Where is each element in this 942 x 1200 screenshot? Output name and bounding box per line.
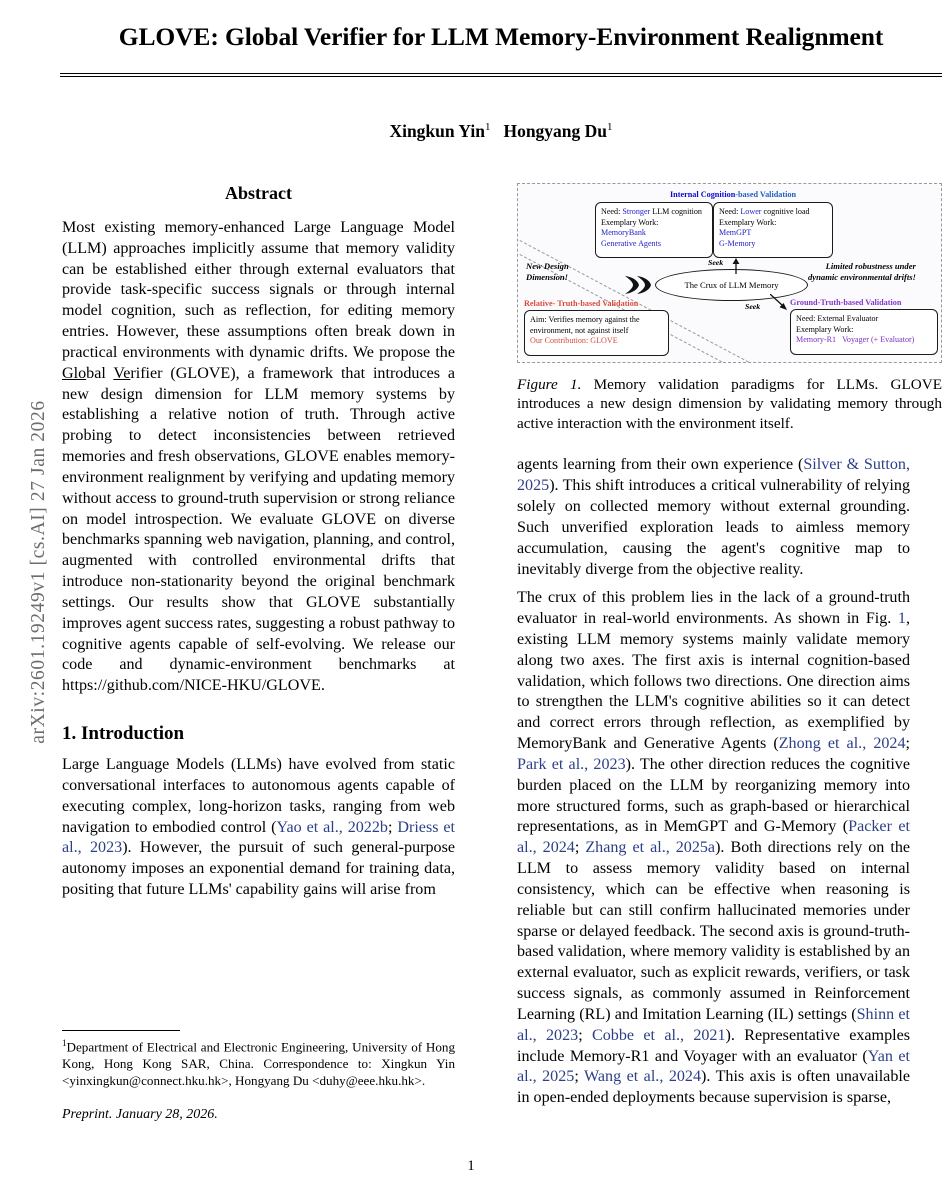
footnote-rule: [62, 1030, 180, 1031]
figure-note-limited-robustness: [808, 261, 916, 282]
footnote-text: [62, 1038, 455, 1089]
author-name-2: Hongyang Du: [503, 121, 608, 142]
abstract-heading: Abstract: [225, 183, 292, 203]
intro-p2-text-8: ). Representative examples include Memory-R1 and Voyager with an evaluator (: [517, 1026, 910, 1065]
intro-p2-text-2: , existing LLM memory systems mainly validate memory along two axes. The first axis is internal cognition-based validation, which follows two directions. One direction aims to strengthen the LLM's cognitive abilities so it can detect and correct errors through reflection, as exemplified by MemoryBank and Generative Agents (: [517, 610, 910, 753]
intro-text-1: Large Language Models (LLMs) have evolved from static conversational interfaces to autonomous agents capable of executing complex, long-horizon tasks, ranging from web navigation to embodied control (: [62, 756, 455, 836]
intro-p2-text-7: ;: [578, 1026, 593, 1044]
footnote-block: [62, 1030, 455, 1123]
figure-seek-up-label: Seek: [708, 258, 724, 267]
figure-title-ground-truth: [790, 298, 901, 307]
citation-silver-sutton-2025[interactable]: Silver & Sutton, 2025: [517, 456, 910, 495]
title-rule: [60, 73, 942, 78]
double-chevron-arrow-icon: [624, 273, 654, 297]
figure-cross-reference[interactable]: 1: [897, 610, 906, 628]
box-a-need-key: Stronger: [622, 207, 651, 216]
note-left-line-1: New Design: [526, 261, 569, 271]
box-d-line-2: Exemplary Work:: [796, 324, 854, 334]
intro-p2-text-9: ;: [574, 1068, 584, 1086]
box-c-contribution: Our Contribution: GLOVE: [530, 336, 618, 346]
citation-packer-2024[interactable]: Packer et al., 2024: [517, 818, 910, 857]
citation-shinn-2023[interactable]: Shinn et al., 2023: [517, 1005, 910, 1044]
page-number: 1: [467, 1158, 475, 1174]
figure-title-ground-suffix: -based Validation: [840, 298, 902, 307]
citation-wang-2024[interactable]: Wang et al., 2024: [583, 1068, 702, 1086]
intro-p2-text-10: ). This axis is often unavailable in open-ended deployments because supervision is sparse,: [517, 1068, 910, 1107]
note-right-line-2: dynamic environmental drifts!: [808, 271, 916, 282]
figure-caption-label: Figure 1.: [517, 376, 582, 393]
citation-driess-2023[interactable]: Driess et al., 2023: [62, 818, 455, 857]
box-b-line-2: Exemplary Work:: [719, 217, 777, 227]
abstract-glo: Glo: [62, 364, 87, 382]
figure-title-relative-truth: [524, 299, 638, 308]
note-right-line-1: Limited robustness under: [825, 261, 916, 271]
arrow-up-icon: [731, 258, 741, 274]
box-a-line-2: Exemplary Work:: [601, 217, 659, 227]
footnote-affiliation-text: Department of Electrical and Electronic Engineering, University of Hong Kong, Hong Kong SAR, China. Correspondence to: Xingkun Yin <yinxingkun@connect.hku.hk>, Hongyang Du <duhy@eee.hku.hk>.: [62, 1039, 455, 1088]
figure-1: [517, 183, 942, 433]
box-a-work-1: MemoryBank: [601, 228, 646, 238]
citation-zhong-2024[interactable]: Zhong et al., 2024: [778, 735, 906, 753]
box-a-line-1: [601, 207, 707, 218]
abstract-bal: bal: [86, 364, 114, 382]
intro-paragraph-1-left: [62, 755, 455, 901]
intro-text-2: ;: [387, 818, 398, 836]
citation-cobbe-2021[interactable]: Cobbe et al., 2021: [592, 1026, 726, 1044]
figure-ellipse-label: The Crux of LLM Memory: [684, 280, 779, 290]
abstract-text-part-1: Most existing memory-enhanced Large Language Model (LLM) approaches implicitly assume that memory validity can be established either through external evaluators that provide task-specific success signals or through internal model cognition, such as reflection, for editing memory entries. However, these assumptions often break down in practical environments with dynamic drifts. We propose the: [62, 219, 455, 361]
intro-p2-text-1: The crux of this problem lies in the lack of a ground-truth evaluator in real-world environments. As shown in Fig.: [517, 589, 910, 628]
box-b-work-1: MemGPT: [719, 228, 752, 238]
author-affiliation-marker-1: 1: [484, 121, 491, 134]
figure-title-internal-cognition: [670, 190, 796, 199]
figure-title-ground-key: Ground-Truth: [790, 298, 841, 307]
intro-paragraph-2: [517, 588, 910, 1109]
preprint-notice: Preprint. January 28, 2026.: [62, 1107, 218, 1123]
citation-yan-2025[interactable]: Yan et al., 2025: [517, 1047, 910, 1086]
figure-title-internal-suffix: -based Validation: [735, 190, 797, 199]
figure-seek-down-label: Seek: [745, 302, 761, 311]
figure-1-canvas: [517, 183, 942, 363]
figure-1-caption: [517, 375, 942, 433]
figure-title-relative-suffix: -based Validation: [577, 299, 639, 308]
intro-p2-text-3: ;: [905, 735, 910, 753]
figure-box-lower-load: [713, 202, 833, 258]
box-d-line-3: [796, 335, 932, 346]
author-affiliation-marker-2: 1: [607, 121, 613, 134]
introduction-heading: 1. Introduction: [62, 723, 185, 745]
title-block: [60, 22, 942, 142]
box-b-need-key: Lower: [740, 207, 762, 216]
box-a-need-rest: LLM cognition: [650, 207, 702, 216]
page-title: GLOVE: Global Verifier for LLM Memory-Environment Realignment: [118, 22, 884, 51]
box-b-work-2: G-Memory: [719, 238, 756, 248]
box-c-line-2: environment, not against itself: [530, 325, 629, 335]
intro-p2-text-4: ). The other direction reduces the cognitive burden placed on the LLM by reorganizing memory into more structured forms, such as graph-based or hierarchical representations, as in MemGPT and G-Memory (: [517, 755, 910, 836]
intro-p2-text-5: ;: [574, 839, 586, 857]
box-c-line-1: Aim: Verifies memory against the: [530, 315, 640, 324]
intro-text-3: ). However, the pursuit of such general-purpose autonomy imposes an exponential demand for training data, positing that future LLMs' capability gains will arise from: [62, 839, 455, 899]
citation-zhang-2025a[interactable]: Zhang et al., 2025a: [585, 839, 716, 857]
abstract-paragraph: [62, 218, 455, 697]
author-line: [60, 121, 942, 142]
intro-text-4: agents learning from their own experience (: [517, 456, 804, 474]
citation-yao-2022b[interactable]: Yao et al., 2022b: [276, 818, 388, 836]
intro-paragraph-1-right: [517, 455, 910, 580]
right-column: [517, 183, 942, 1117]
figure-title-internal-key: Internal Cognition: [670, 190, 736, 199]
note-left-line-2: Dimension!: [526, 271, 569, 282]
arxiv-stamp: arXiv:2601.19249v1 [cs.AI] 27 Jan 2026: [28, 400, 49, 744]
box-d-work-2: Voyager (+ Evaluator): [842, 335, 915, 345]
figure-caption-text: Memory validation paradigms for LLMs. GLOVE introduces a new design dimension by validating memory through active interaction with the environment itself.: [517, 376, 942, 432]
abstract-text-part-2: rifier (GLOVE), a framework that introduces a new design dimension for LLM memory systems by establishing a relative notion of truth. Through active probing to detect inconsistencies between retrieved memories and fresh observations, GLOVE enables memory-environment realignment by verifying and updating memory without access to ground-truth supervision or strong reliance on model introspection. We evaluate GLOVE on diverse benchmarks spanning web navigation, planning, and control, augmented with controlled environmental drifts that introduce non-stationarity beyond the original benchmark settings. Our results show that GLOVE substantially improves agent success rates, suggesting a robust pathway to cognitive agents capable of self-evolving. We release our code and dynamic-environment benchmarks at https://github.com/NICE-HKU/GLOVE.: [62, 364, 455, 695]
figure-box-relative-truth: [524, 310, 669, 356]
figure-box-stronger-cognition: [595, 202, 713, 258]
box-d-work-1: Memory-R1: [796, 335, 837, 345]
box-d-line-1: Need: External Evaluator: [796, 314, 879, 323]
arrow-down-right-icon: [770, 294, 788, 310]
box-b-line-1: [719, 207, 827, 218]
footnote-marker: 1: [62, 1038, 67, 1048]
abstract-ve: Ve: [113, 364, 131, 382]
intro-p2-text-6: ). Both directions rely on the LLM to assess memory validity based on internal consistency, which can be effective when reasoning is reliable but can still confirm hallucinated memories under sparse or delayed feedback. The second axis is ground-truth-based validation, where memory validity is established by an external evaluator, such as explicit rewards, verifiers, or task success signals, as commonly assumed in Reinforcement Learning (RL) and Imitation Learning (IL) settings (: [517, 839, 911, 1023]
intro-text-5: ). This shift introduces a critical vulnerability of relying solely on collected memory without external grounding. Such unverified exploration leads to aimless memory accumulation, causing the agent's cognitive map to inevitably diverge from the objective reality.: [517, 477, 910, 578]
box-b-need-rest: cognitive load: [761, 207, 810, 216]
box-a-need-label: Need:: [601, 207, 623, 216]
figure-box-ground-truth: [790, 309, 938, 355]
author-name-1: Xingkun Yin: [389, 121, 485, 142]
box-b-need-label: Need:: [719, 207, 741, 216]
figure-note-new-design-dimension: [526, 261, 569, 282]
figure-title-relative-key: Relative- Truth: [524, 299, 578, 308]
box-a-work-2: Generative Agents: [601, 238, 662, 248]
citation-park-2023[interactable]: Park et al., 2023: [517, 755, 626, 773]
left-column: [62, 183, 455, 909]
